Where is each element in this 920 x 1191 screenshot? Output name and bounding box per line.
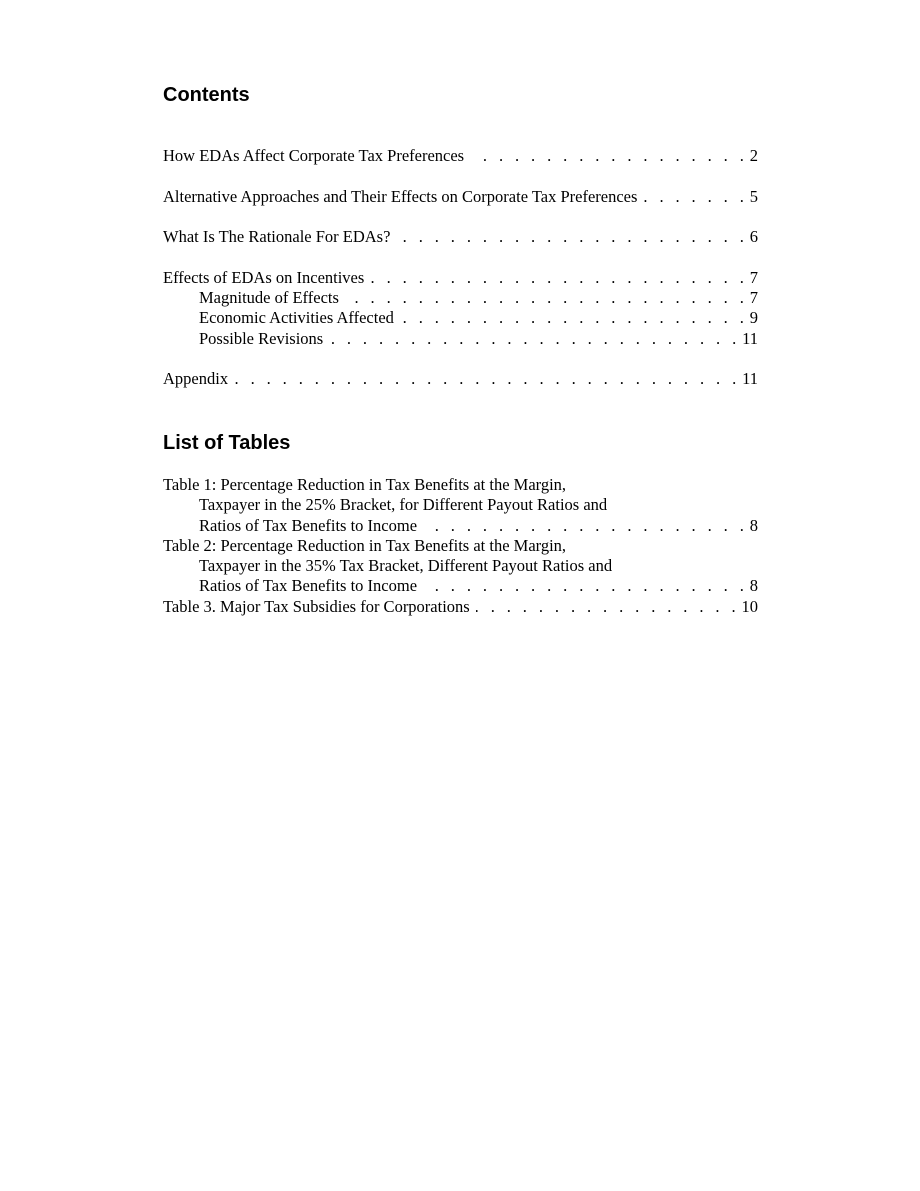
toc-entry[interactable] — [163, 187, 758, 207]
dot-leader — [329, 329, 740, 349]
tables-list — [163, 475, 758, 617]
table-entry[interactable] — [163, 576, 758, 596]
table-entry[interactable] — [163, 516, 758, 536]
toc-entry[interactable] — [163, 268, 758, 288]
table-entry[interactable] — [163, 597, 758, 617]
toc-entry-title: Possible Revisions — [199, 328, 324, 348]
table-entry-title: Ratios of Tax Benefits to Income — [199, 515, 418, 535]
toc-entry-title: Economic Activities Affected — [199, 308, 394, 328]
dot-leader — [470, 146, 748, 166]
toc-entry-title: What Is The Rationale For EDAs? — [163, 227, 391, 247]
toc-entry-title: Magnitude of Effects — [199, 288, 339, 308]
toc-entry-page: 11 — [742, 369, 758, 389]
toc-entry-title: Alternative Approaches and Their Effects on Corporate Tax Preferences — [163, 186, 638, 206]
dot-leader — [396, 227, 747, 247]
table-entry-page: 8 — [749, 576, 758, 596]
table1-title-line[interactable]: Taxpayer in the 25% Bracket, for Different Payout Ratios and — [199, 495, 608, 515]
dot-leader — [423, 516, 748, 536]
dot-leader — [476, 597, 740, 617]
table-entry-title: Table 3. Major Tax Subsidies for Corporations — [163, 596, 470, 616]
table-entry-page: 10 — [741, 596, 758, 616]
dot-leader — [234, 369, 740, 389]
toc-entry-title: How EDAs Affect Corporate Tax Preferences — [163, 146, 465, 165]
toc-entry-page: 7 — [749, 267, 758, 287]
toc-subentry[interactable] — [163, 329, 758, 349]
table2-title-line[interactable]: Taxpayer in the 35% Tax Bracket, Different Payout Ratios and — [199, 556, 613, 576]
toc-subentry[interactable] — [163, 308, 758, 328]
toc-entry-page: 11 — [742, 328, 758, 348]
toc-entry-title: Appendix — [163, 369, 229, 389]
toc-entry-page: 9 — [749, 308, 758, 328]
toc-entry-page: 7 — [749, 288, 758, 308]
toc-entry[interactable] — [163, 146, 758, 166]
toc-entry[interactable] — [163, 227, 758, 247]
contents-list — [163, 146, 758, 390]
toc-entry[interactable] — [163, 369, 758, 389]
dot-leader — [400, 308, 748, 328]
dot-leader — [643, 187, 747, 207]
dot-leader — [367, 268, 747, 288]
toc-entry-title: Effects of EDAs on Incentives — [163, 267, 365, 287]
toc-entry-page: 2 — [749, 146, 758, 165]
list-of-tables-heading: List of Tables — [163, 432, 291, 454]
table1-title-line[interactable]: Table 1: Percentage Reduction in Tax Benefits at the Margin, — [163, 475, 567, 494]
dot-leader — [345, 288, 748, 308]
toc-subentry[interactable] — [163, 288, 758, 308]
table-entry-page: 8 — [749, 515, 758, 535]
dot-leader — [423, 576, 748, 596]
table-entry-title: Ratios of Tax Benefits to Income — [199, 576, 418, 596]
toc-entry-page: 5 — [749, 186, 758, 206]
table2-title-line[interactable]: Table 2: Percentage Reduction in Tax Benefits at the Margin, — [163, 535, 567, 555]
toc-entry-page: 6 — [749, 227, 758, 247]
contents-heading: Contents — [163, 84, 250, 106]
